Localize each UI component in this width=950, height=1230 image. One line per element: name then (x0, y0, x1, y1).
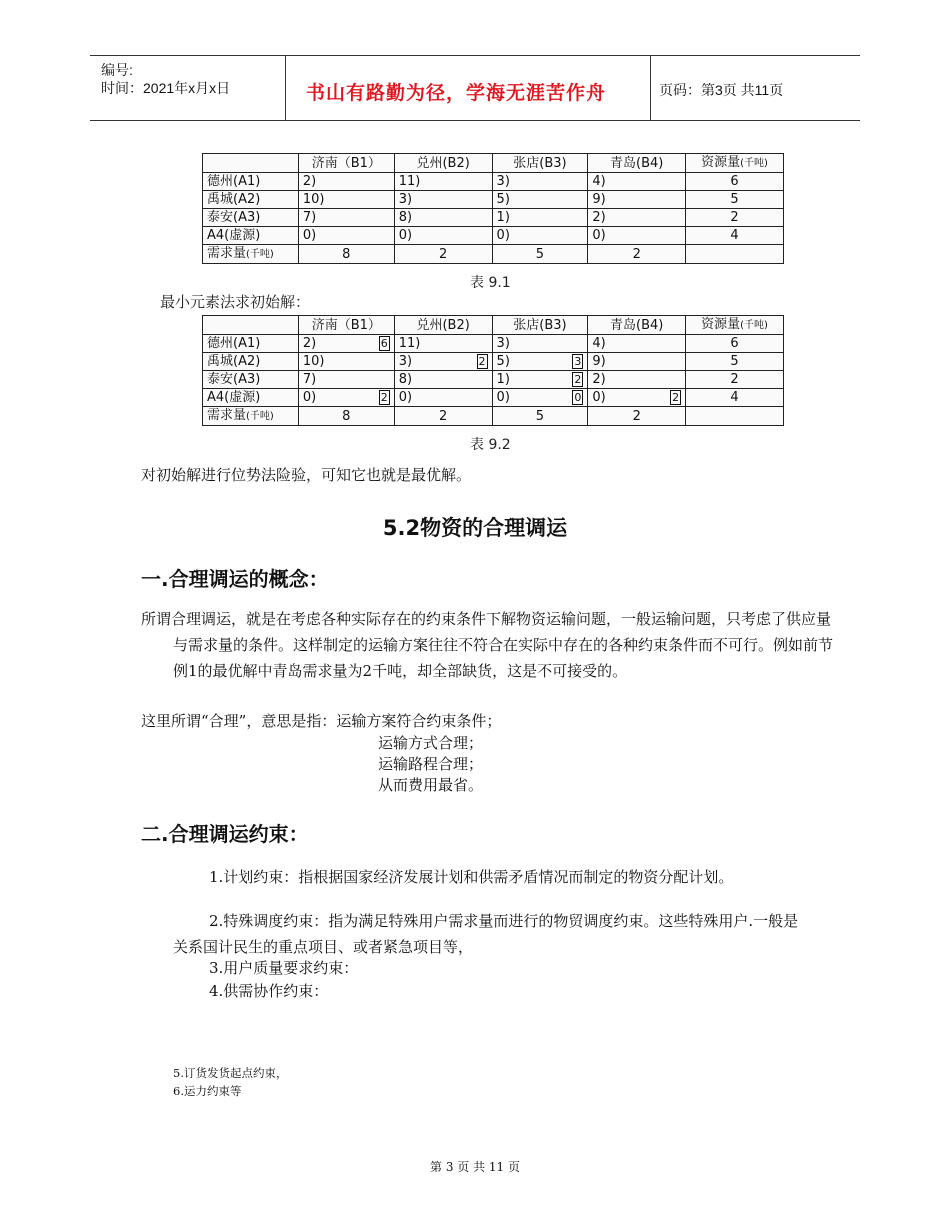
empty-cell (686, 245, 784, 264)
demand-unit: (千吨) (246, 249, 274, 260)
col-b1: 济南（B1） (298, 316, 394, 335)
col-b3: 张店(B3) (492, 154, 588, 173)
cost-value: 2) (592, 372, 606, 387)
table-9-1 (202, 153, 784, 264)
table-9-2-caption: 表 9.2 (470, 437, 511, 453)
cost-cell: 0) (298, 227, 394, 245)
alloc-cell (394, 353, 492, 371)
alloc-cell (588, 335, 686, 353)
table-header-row (203, 154, 784, 173)
supply-cell: 4 (686, 227, 784, 245)
demand-cell: 2 (588, 407, 686, 426)
allocation-box: 2 (478, 355, 486, 368)
header-time: 时间：2021年x月x日 (101, 80, 231, 96)
header-page-info: 页码：第3页 共11页 (659, 82, 784, 98)
alloc-cell (588, 371, 686, 389)
demand-cell: 8 (298, 407, 394, 426)
demand-label (203, 407, 299, 426)
alloc-cell (492, 335, 588, 353)
alloc-cell (394, 371, 492, 389)
cost-cell: 0) (394, 227, 492, 245)
concept-paragraph: 所谓合理调运，就是在考虑各种实际存在的约束条件下解物资运输问题，一般运输问题，只考虑了供应量与需求量的条件。这样制定的运输方案往往不符合在实际中存在的各种约束条件而不可行。例如前节例1的最优解中青岛需求量为2千吨，却全部缺货，这是不可接受的。 (141, 610, 834, 680)
allocation-box: 6 (380, 337, 388, 350)
demand-row (203, 407, 784, 426)
allocation-box: 2 (574, 373, 582, 386)
cost-value: 0) (398, 390, 413, 405)
header-divider-right (650, 56, 651, 120)
table-9-2 (202, 315, 784, 426)
supply-cell: 2 (686, 371, 784, 389)
cost-cell: 3) (394, 191, 492, 209)
alloc-cell (492, 371, 588, 389)
header-code: 编号: (101, 62, 133, 78)
allocation-box: 0 (574, 391, 582, 404)
cost-value: 9) (592, 354, 606, 369)
cost-cell: 8) (394, 209, 492, 227)
alloc-cell (298, 371, 394, 389)
header-motto: 书山有路勤为径，学海无涯苦作舟 (306, 82, 607, 104)
demand-label-text: 需求量 (207, 246, 247, 261)
cost-value: 0) (592, 390, 606, 405)
check-sentence: 对初始解进行位势法险验，可知它也就是最优解。 (141, 466, 472, 484)
alloc-cell (492, 389, 588, 407)
supply-cell: 5 (686, 353, 784, 371)
row-label: A4(虚源) (203, 389, 299, 407)
list-item: 运输方式合理； (378, 734, 484, 752)
table-row (203, 209, 784, 227)
cost-cell: 11) (394, 173, 492, 191)
heading-constraints: 二.合理调运约束： (141, 822, 309, 846)
table-row (203, 371, 784, 389)
alloc-cell (588, 389, 686, 407)
alloc-cell (298, 389, 394, 407)
alloc-cell (394, 335, 492, 353)
col-supply-label: 资源量 (701, 155, 741, 170)
col-b4: 青岛(B4) (588, 154, 686, 173)
corner-cell (203, 154, 299, 173)
cost-value: 4) (592, 336, 606, 351)
table-9-1-caption: 表 9.1 (470, 275, 511, 291)
col-supply-unit: (千吨) (740, 320, 768, 331)
page-footer: 第 3 页 共 11 页 (430, 1160, 520, 1174)
supply-cell: 6 (686, 335, 784, 353)
demand-cell: 2 (394, 245, 492, 264)
table-row (203, 173, 784, 191)
supply-cell: 6 (686, 173, 784, 191)
table-header-row (203, 316, 784, 335)
table-row (203, 353, 784, 371)
min-element-intro: 最小元素法求初始解： (160, 293, 311, 311)
row-label: 禹城(A2) (203, 191, 299, 209)
list-item: 从而费用最省。 (378, 776, 484, 794)
demand-cell: 5 (492, 407, 588, 426)
constraint-item: 3.用户质量要求约束： (209, 959, 359, 977)
col-b2: 兑州(B2) (394, 154, 492, 173)
corner-cell (203, 316, 299, 335)
small-item: 5.订货发货起点约束， (173, 1066, 288, 1080)
row-label: 德州(A1) (203, 335, 299, 353)
col-supply-unit: (千吨) (740, 158, 768, 169)
cost-value: 3) (398, 354, 413, 369)
list-item: 运输路程合理； (378, 755, 484, 773)
row-label: 德州(A1) (203, 173, 299, 191)
alloc-cell (298, 335, 394, 353)
col-b3: 张店(B3) (492, 316, 588, 335)
table-row (203, 389, 784, 407)
demand-label-text: 需求量 (207, 408, 247, 423)
header-bottom-rule (90, 120, 860, 121)
col-b2: 兑州(B2) (394, 316, 492, 335)
cost-cell: 0) (492, 227, 588, 245)
demand-cell: 8 (298, 245, 394, 264)
allocation-box: 3 (574, 355, 582, 368)
table-row (203, 191, 784, 209)
col-supply-label: 资源量 (701, 317, 741, 332)
cost-cell: 0) (588, 227, 686, 245)
cost-cell: 7) (298, 209, 394, 227)
cost-value: 8) (398, 372, 413, 387)
constraint-item: 1.计划约束：指根据国家经济发展计划和供需矛盾情况而制定的物资分配计划。 (209, 868, 734, 886)
cost-value: 1) (496, 372, 510, 387)
table-row (203, 335, 784, 353)
cost-value: 0) (496, 390, 510, 405)
constraint-item: 2.特殊调度约束：指为满足特殊用户需求量而进行的物贸调度约束。这些特殊用户.一般是关系国计民生的重点项目、或者紧急项目等， (173, 912, 799, 956)
demand-cell: 5 (492, 245, 588, 264)
cost-cell: 10) (298, 191, 394, 209)
cost-value: 10) (302, 354, 325, 369)
alloc-cell (394, 389, 492, 407)
row-label: 泰安(A3) (203, 371, 299, 389)
cost-value: 7) (302, 372, 317, 387)
constraint-item: 4.供需协作约束： (209, 982, 329, 1000)
heading-concept: 一.合理调运的概念： (141, 567, 329, 591)
row-label: 禹城(A2) (203, 353, 299, 371)
header-divider-left (285, 56, 286, 120)
cost-cell: 2) (588, 209, 686, 227)
cost-value: 0) (302, 390, 317, 405)
col-supply (686, 316, 784, 335)
demand-row (203, 245, 784, 264)
col-supply (686, 154, 784, 173)
header-top-rule (90, 55, 860, 56)
supply-cell: 2 (686, 209, 784, 227)
demand-cell: 2 (394, 407, 492, 426)
cost-cell: 3) (492, 173, 588, 191)
allocation-box: 2 (380, 391, 388, 404)
col-b4: 青岛(B4) (588, 316, 686, 335)
cost-cell: 9) (588, 191, 686, 209)
cost-value: 2) (302, 336, 317, 351)
alloc-cell (298, 353, 394, 371)
cost-cell: 4) (588, 173, 686, 191)
row-label: A4(虚源) (203, 227, 299, 245)
cost-cell: 1) (492, 209, 588, 227)
cost-value: 5) (496, 354, 510, 369)
demand-label (203, 245, 299, 264)
row-label: 泰安(A3) (203, 209, 299, 227)
alloc-cell (588, 353, 686, 371)
supply-cell: 5 (686, 191, 784, 209)
demand-cell: 2 (588, 245, 686, 264)
cost-value: 3) (496, 336, 510, 351)
cost-value: 11) (398, 336, 421, 351)
table-row (203, 227, 784, 245)
demand-unit: (千吨) (246, 411, 274, 422)
alloc-cell (492, 353, 588, 371)
supply-cell: 4 (686, 389, 784, 407)
reasonable-definition: 这里所谓“合理”，意思是指：运输方案符合约束条件； (141, 712, 502, 730)
small-item: 6.运力约束等 (173, 1084, 242, 1098)
cost-cell: 5) (492, 191, 588, 209)
section-title: 5.2物资的合理调运 (382, 516, 568, 540)
cost-cell: 2) (298, 173, 394, 191)
col-b1: 济南（B1） (298, 154, 394, 173)
empty-cell (686, 407, 784, 426)
allocation-box: 2 (672, 391, 680, 404)
